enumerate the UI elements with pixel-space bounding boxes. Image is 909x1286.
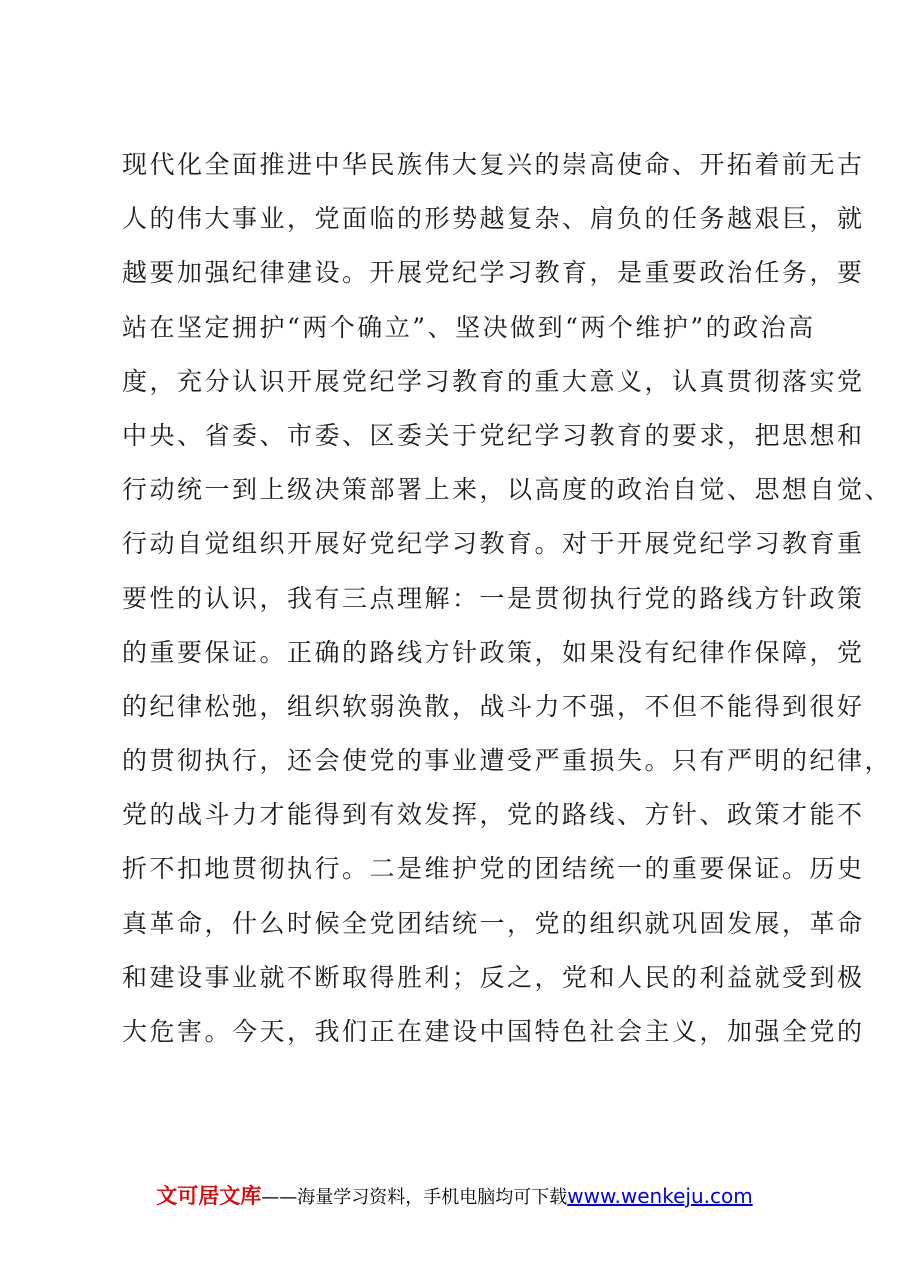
text-line: 的纪律松弛，组织软弱涣散，战斗力不强，不但不能得到很好	[122, 691, 865, 721]
text-line: 中央、省委、市委、区委关于党纪学习教育的要求，把思想和	[122, 420, 865, 450]
text-line: 党的战斗力才能得到有效发挥，党的路线、方针、政策才能不	[122, 800, 865, 830]
footer-brand: 文可居文库	[156, 1184, 262, 1208]
text-line: 站在坚定拥护“两个确立”、坚决做到“两个维护”的政治高	[122, 312, 816, 342]
footer-slogan: ——海量学习资料，手机电脑均可下载	[261, 1187, 568, 1208]
text-line: 度，充分认识开展党纪学习教育的重大意义，认真贯彻落实党	[122, 366, 865, 396]
text-line: 行动自觉组织开展好党纪学习教育。对于开展党纪学习教育重	[122, 529, 865, 559]
text-line: 行动统一到上级决策部署上来，以高度的政治自觉、思想自觉、	[122, 475, 893, 505]
text-line: 的贯彻执行，还会使党的事业遭受严重损失。只有严明的纪律，	[122, 746, 893, 776]
body-text	[122, 150, 893, 1071]
text-line: 人的伟大事业，党面临的形势越复杂、肩负的任务越艰巨，就	[122, 204, 865, 234]
page-footer	[0, 1183, 909, 1211]
text-line: 现代化全面推进中华民族伟大复兴的崇高使命、开拓着前无古	[122, 150, 865, 179]
footer-website-link[interactable]: www.wenkeju.com	[567, 1184, 753, 1208]
text-line: 大危害。今天，我们正在建设中国特色社会主义，加强全党的	[122, 1017, 865, 1046]
text-line: 真革命，什么时候全党团结统一，党的组织就巩固发展，革命	[122, 908, 865, 938]
text-line: 的重要保证。正确的路线方针政策，如果没有纪律作保障，党	[122, 637, 865, 667]
text-line: 折不扣地贯彻执行。二是维护党的团结统一的重要保证。历史	[122, 854, 865, 884]
text-line: 越要加强纪律建设。开展党纪学习教育，是重要政治任务，要	[122, 258, 865, 288]
text-line: 和建设事业就不断取得胜利；反之，党和人民的利益就受到极	[122, 962, 865, 992]
text-line: 要性的认识，我有三点理解：一是贯彻执行党的路线方针政策	[122, 583, 865, 613]
